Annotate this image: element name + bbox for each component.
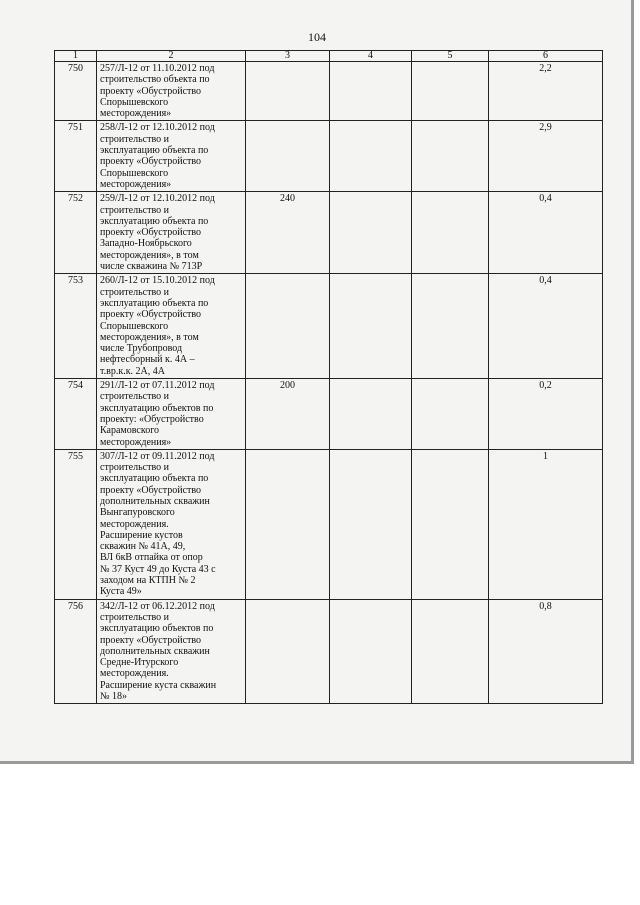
row-col4 — [330, 274, 412, 379]
column-header-5: 5 — [412, 51, 489, 62]
row-number: 756 — [55, 599, 97, 704]
row-col4 — [330, 192, 412, 274]
row-col5 — [412, 62, 489, 121]
row-col5 — [412, 599, 489, 704]
row-number: 755 — [55, 449, 97, 599]
table-row — [55, 274, 603, 379]
row-col3 — [246, 599, 330, 704]
table-row — [55, 599, 603, 704]
column-header-1: 1 — [55, 51, 97, 62]
table-row — [55, 192, 603, 274]
column-header-4: 4 — [330, 51, 412, 62]
row-col5 — [412, 121, 489, 192]
row-number: 752 — [55, 192, 97, 274]
row-col4 — [330, 449, 412, 599]
row-col6: 2,9 — [489, 121, 603, 192]
row-number: 753 — [55, 274, 97, 379]
page-number: 104 — [308, 30, 326, 44]
row-col5 — [412, 379, 489, 450]
row-col6: 0,4 — [489, 192, 603, 274]
row-col3 — [246, 274, 330, 379]
row-col4 — [330, 121, 412, 192]
column-header-6: 6 — [489, 51, 603, 62]
column-header-3: 3 — [246, 51, 330, 62]
row-col6: 1 — [489, 449, 603, 599]
row-description: 291/Л-12 от 07.11.2012 под строительство и эксплуатацию объектов по проекту: «Обустройство Карамовского месторождения» — [97, 379, 246, 450]
row-col6: 2,2 — [489, 62, 603, 121]
row-col6: 0,4 — [489, 274, 603, 379]
row-col4 — [330, 379, 412, 450]
row-description: 259/Л-12 от 12.10.2012 под строительство и эксплуатацию объекта по проекту «Обустройство Западно-Ноябрьского месторождения», в том числе скважина № 713Р — [97, 192, 246, 274]
row-col3: 240 — [246, 192, 330, 274]
row-col4 — [330, 599, 412, 704]
row-description: 257/Л-12 от 11.10.2012 под строительство объекта по проекту «Обустройство Спорышевского месторождения» — [97, 62, 246, 121]
table-row — [55, 449, 603, 599]
row-col3 — [246, 449, 330, 599]
row-col3: 200 — [246, 379, 330, 450]
row-col3 — [246, 62, 330, 121]
row-col4 — [330, 62, 412, 121]
row-col5 — [412, 274, 489, 379]
row-description: 258/Л-12 от 12.10.2012 под строительство и эксплуатацию объекта по проекту «Обустройство Спорышевского месторождения» — [97, 121, 246, 192]
row-number: 751 — [55, 121, 97, 192]
column-header-2: 2 — [97, 51, 246, 62]
row-description: 260/Л-12 от 15.10.2012 под строительство и эксплуатацию объекта по проекту «Обустройство Спорышевского месторождения», в том числе Трубопровод нефтесборный к. 4А – т.вр.к.к. 2А, 4А — [97, 274, 246, 379]
row-description: 342/Л-12 от 06.12.2012 под строительство и эксплуатацию объектов по проекту «Обустройство дополнительных скважин Средне-Итурского месторождения. Расширение куста скважин № 18» — [97, 599, 246, 704]
row-col3 — [246, 121, 330, 192]
row-number: 754 — [55, 379, 97, 450]
table-row — [55, 379, 603, 450]
row-col5 — [412, 449, 489, 599]
row-col6: 0,8 — [489, 599, 603, 704]
row-col6: 0,2 — [489, 379, 603, 450]
data-table — [54, 50, 603, 704]
row-col5 — [412, 192, 489, 274]
row-description: 307/Л-12 от 09.11.2012 под строительство и эксплуатацию объекта по проекту «Обустройство дополнительных скважин Вынгапуровского месторождения. Расширение кустов скважин № 41А, 49, ВЛ 6кВ отпайка от опор № 37 Куст 49 до Куста 43 с заходом на КТПН № 2 Куста 49» — [97, 449, 246, 599]
header-row — [55, 51, 603, 62]
row-number: 750 — [55, 62, 97, 121]
table-row — [55, 121, 603, 192]
table-row — [55, 62, 603, 121]
